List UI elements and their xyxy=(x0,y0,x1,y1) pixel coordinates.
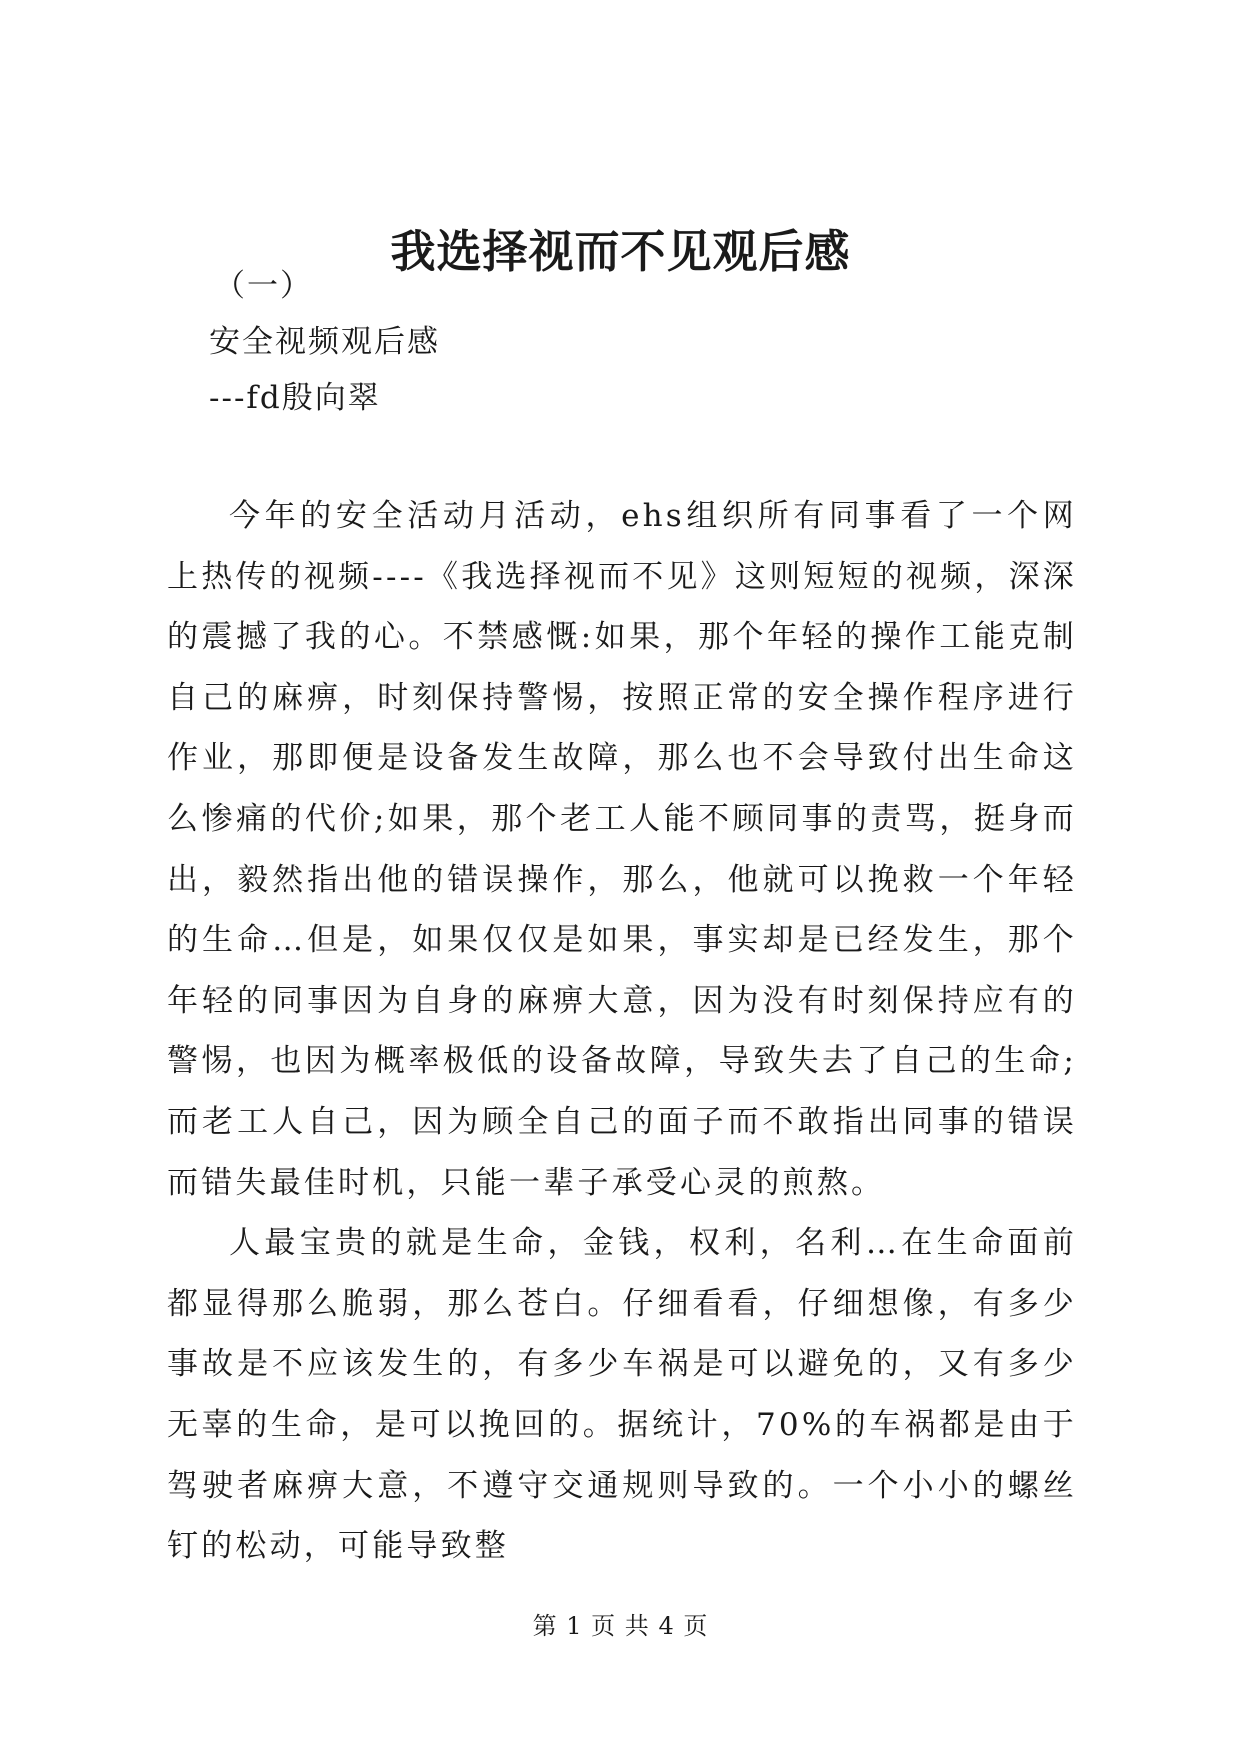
document-title: 我选择视而不见观后感 xyxy=(390,225,851,278)
body-paragraph-2: 人最宝贵的就是生命，金钱，权利，名利…在生命面前都显得那么脆弱，那么苍白。仔细看看，仔细想像，有多少事故是不应该发生的，有多少车祸是可以避免的，又有多少无辜的生命，是可以挽回的。据统计，70%的车祸都是由于驾驶者麻痹大意，不遵守交通规则导致的。一个小小的螺丝钉的松动，可能导致整 xyxy=(167,1225,1077,1565)
page-indicator: 第 1 页 共 4 页 xyxy=(532,1612,709,1640)
section-marker: （一） xyxy=(214,268,313,304)
author-line: ---fd殷向翠 xyxy=(209,380,381,416)
body-paragraph-1: 今年的安全活动月活动，ehs组织所有同事看了一个网上热传的视频----《我选择视而不见》这则短短的视频，深深的震撼了我的心。不禁感慨:如果，那个年轻的操作工能克制自己的麻痹，时刻保持警惕，按照正常的安全操作程序进行作业，那即便是设备发生故障，那么也不会导致付出生命这么惨痛的代价;如果，那个老工人能不顾同事的责骂，挺身而出，毅然指出他的错误操作，那么，他就可以挽救一个年轻的生命…但是，如果仅仅是如果，事实却是已经发生，那个年轻的同事因为自身的麻痹大意，因为没有时刻保持应有的警惕，也因为概率极低的设备故障，导致失去了自己的生命;而老工人自己，因为顾全自己的面子而不敢指出同事的错误而错失最佳时机，只能一辈子承受心灵的煎熬。 xyxy=(167,498,1077,1201)
document-body xyxy=(167,486,1077,1577)
subtitle: 安全视频观后感 xyxy=(209,324,440,360)
